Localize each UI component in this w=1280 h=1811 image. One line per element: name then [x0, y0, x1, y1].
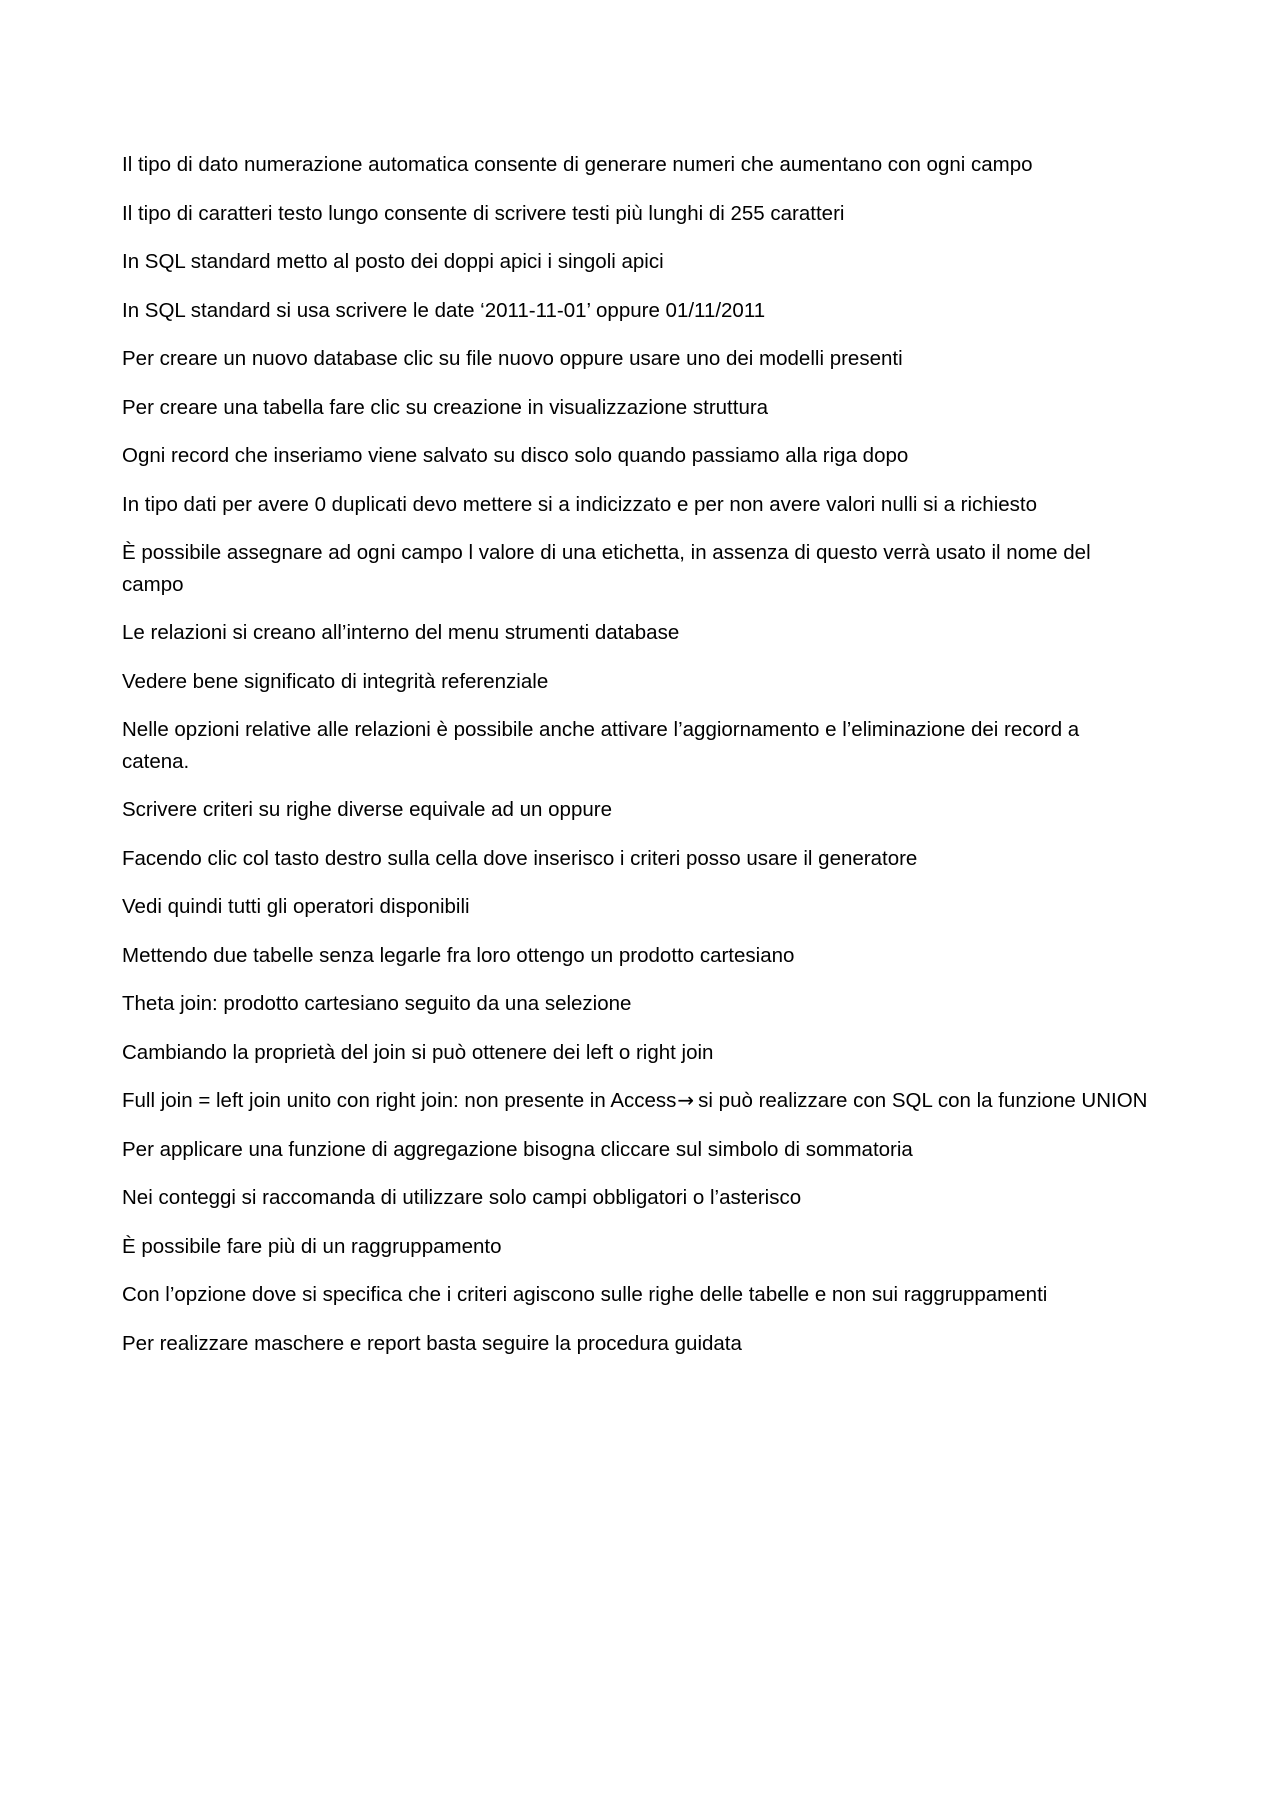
- note-paragraph: Per creare una tabella fare clic su creazione in visualizzazione struttura: [122, 395, 769, 419]
- note-paragraph: In SQL standard si usa scrivere le date ‘2011-11-01’ oppure 01/11/2011: [122, 298, 766, 322]
- note-paragraph: Facendo clic col tasto destro sulla cella dove inserisco i criteri posso usare il generatore: [122, 846, 918, 870]
- full-join-continuation: si può realizzare con SQL con la funzione UNION: [698, 1089, 1148, 1112]
- note-paragraph: Mettendo due tabelle senza legarle fra loro ottengo un prodotto cartesiano: [122, 943, 795, 967]
- right-arrow-icon: →: [677, 1088, 695, 1112]
- note-paragraph: Nelle opzioni relative alle relazioni è possibile anche attivare l’aggiornamento e l’eliminazione dei record a catena.: [122, 718, 1080, 773]
- note-paragraph: Cambiando la proprietà del join si può ottenere dei left o right join: [122, 1040, 714, 1064]
- note-paragraph: Per creare un nuovo database clic su file nuovo oppure usare uno dei modelli presenti: [122, 347, 903, 370]
- note-paragraph: In tipo dati per avere 0 duplicati devo mettere si a indicizzato e per non avere valori nulli si a richiesto: [122, 492, 1038, 516]
- notes-list: [122, 149, 1148, 1359]
- note-paragraph-full-join: [122, 1085, 1148, 1117]
- note-paragraph: In SQL standard metto al posto dei doppi apici i singoli apici: [122, 250, 664, 273]
- note-paragraph: Scrivere criteri su righe diverse equivale ad un oppure: [122, 798, 612, 821]
- note-paragraph: Il tipo di dato numerazione automatica consente di generare numeri che aumentano con ogni campo: [122, 153, 1033, 176]
- note-paragraph: Nei conteggi si raccomanda di utilizzare solo campi obbligatori o l’asterisco: [122, 1186, 802, 1209]
- note-paragraph: Vedere bene significato di integrità referenziale: [122, 669, 549, 693]
- note-paragraph: Il tipo di caratteri testo lungo consente di scrivere testi più lunghi di 255 caratteri: [122, 201, 845, 225]
- note-paragraph: Le relazioni si creano all’interno del menu strumenti database: [122, 621, 680, 644]
- note-paragraph: Con l’opzione dove si specifica che i criteri agiscono sulle righe delle tabelle e non sui raggruppamenti: [122, 1283, 1048, 1306]
- note-paragraph: Per applicare una funzione di aggregazione bisogna cliccare sul simbolo di sommatoria: [122, 1137, 913, 1161]
- note-paragraph: È possibile fare più di un raggruppamento: [122, 1234, 502, 1258]
- note-paragraph: Vedi quindi tutti gli operatori disponibili: [122, 895, 470, 918]
- full-join-text: Full join = left join unito con right join: non presente in Access: [122, 1089, 677, 1112]
- note-paragraph: Ogni record che inseriamo viene salvato su disco solo quando passiamo alla riga dopo: [122, 444, 909, 467]
- note-paragraph: È possibile assegnare ad ogni campo l valore di una etichetta, in assenza di questo verrà usato il nome del campo: [122, 541, 1091, 596]
- note-paragraph: Per realizzare maschere e report basta seguire la procedura guidata: [122, 1331, 742, 1355]
- note-paragraph: Theta join: prodotto cartesiano seguito da una selezione: [122, 992, 632, 1015]
